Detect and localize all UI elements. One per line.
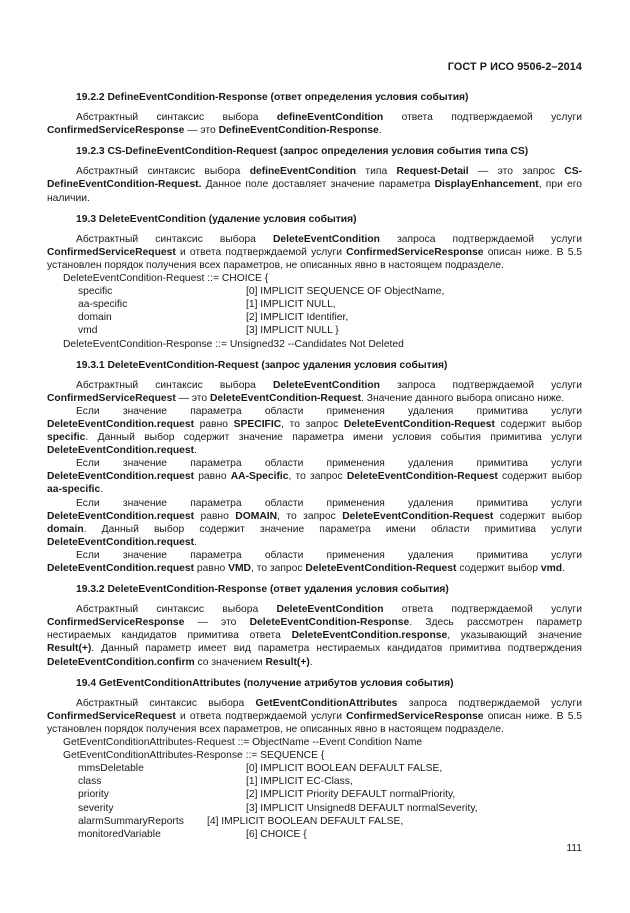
document-body xyxy=(47,91,582,841)
text-segment: равно xyxy=(194,563,229,574)
asn1-line: DeleteEventCondition-Response ::= Unsigned32 --Candidates Not Deleted xyxy=(63,338,404,350)
text-segment: и ответа подтверждаемой услуги xyxy=(175,710,347,722)
text-segment: , то запрос xyxy=(277,510,343,522)
text-segment: содержит выбор xyxy=(456,563,541,574)
asn1-line: GetEventConditionAttributes-Request ::= ObjectName --Event Condition Name xyxy=(63,737,423,749)
text-segment: . Данный параметр имеет вид параметра нестираемых кандидатов примитива подтверждения xyxy=(91,643,582,655)
text-segment: — это xyxy=(175,392,210,404)
text-segment: — это запрос xyxy=(468,166,565,178)
bold-term: ConfirmedServiceRequest xyxy=(47,392,176,404)
text-segment: Абстрактный синтаксис выбора xyxy=(76,112,277,124)
asn1-row: alarmSummaryReports [4] IMPLICIT BOOLEAN DEFAULT FALSE, xyxy=(78,815,404,827)
bold-term: GetEventConditionAttributes xyxy=(255,697,398,709)
text-segment: , то запрос xyxy=(251,563,306,574)
asn1-line: GetEventConditionAttributes-Response ::= SEQUENCE { xyxy=(63,750,325,762)
bold-term: ConfirmedServiceResponse xyxy=(346,246,484,258)
heading-19-2-3: 19.2.3 CS-DefineEventCondition-Request (запрос определения условия события типа CS) xyxy=(76,146,529,158)
paragraph xyxy=(47,233,582,272)
text-segment: типа xyxy=(356,166,397,178)
text-segment: . xyxy=(562,563,565,574)
bold-term: DeleteEventCondition.request xyxy=(47,563,195,574)
bold-term: aa-specific xyxy=(47,484,101,496)
heading-19-3-2: 19.3.2 DeleteEventCondition-Response (ответ удаления условия события) xyxy=(76,584,449,596)
heading-19-2-2: 19.2.2 DefineEventCondition-Response (ответ определения условия события) xyxy=(76,92,469,103)
bold-term: VMD xyxy=(228,563,251,574)
text-segment: . Данный выбор содержит значение параметра имени условия события примитива услуги xyxy=(85,432,582,444)
bold-term: DeleteEventCondition.request xyxy=(47,510,195,522)
text-segment: Данное поле доставляет значение параметра xyxy=(201,179,435,191)
bold-term: defineEventCondition xyxy=(249,166,357,178)
bold-term: DeleteEventCondition xyxy=(276,604,384,616)
text-segment: , то запрос xyxy=(281,418,344,430)
bold-term: specific xyxy=(47,432,86,444)
text-segment: Абстрактный синтаксис выбора xyxy=(76,604,277,616)
bold-term: DeleteEventCondition.request xyxy=(47,418,195,430)
text-segment: , то запрос xyxy=(288,471,347,483)
text-segment: равно xyxy=(194,510,236,522)
bold-term: DeleteEventCondition-Request xyxy=(343,418,495,430)
bold-term: AA-Specific xyxy=(230,471,289,483)
text-segment: содержит выбор xyxy=(493,510,582,522)
text-segment: Абстрактный синтаксис выбора xyxy=(76,233,273,245)
bold-term: DeleteEventCondition.request xyxy=(47,536,195,548)
asn1-row: specific [0] IMPLICIT SEQUENCE OF ObjectName, xyxy=(78,286,445,298)
asn1-row: aa-specific [1] IMPLICIT NULL, xyxy=(78,299,336,311)
asn1-line: DeleteEventCondition-Request ::= CHOICE { xyxy=(63,273,269,285)
text-segment: содержит выбор xyxy=(494,418,582,430)
paragraph xyxy=(47,405,582,457)
text-segment: содержит выбор xyxy=(497,471,583,483)
text-segment: и ответа подтверждаемой услуги xyxy=(175,246,347,258)
text-segment: ответа подтверждаемой услуги xyxy=(383,112,582,124)
text-segment: . xyxy=(309,656,313,668)
bold-term: DeleteEventCondition xyxy=(272,233,380,245)
asn1-row: domain [2] IMPLICIT Identifier, xyxy=(78,312,349,324)
bold-term: DeleteEventCondition xyxy=(272,379,380,391)
heading-19-3-1: 19.3.1 DeleteEventCondition-Request (запрос удаления условия события) xyxy=(76,359,448,371)
asn1-row: monitoredVariable [6] CHOICE { xyxy=(78,828,307,840)
text-segment: Если значение параметра области применения удаления примитива услуги xyxy=(76,458,582,470)
text-segment: Если значение параметра области применения удаления примитива услуги xyxy=(76,497,582,509)
text-segment: . xyxy=(194,536,197,548)
bold-term: Result(+) xyxy=(265,656,310,668)
text-segment: . xyxy=(194,445,197,457)
paragraph xyxy=(47,165,582,204)
text-segment: Абстрактный синтаксис выбора xyxy=(76,379,273,391)
bold-term: DeleteEventCondition-Request xyxy=(346,471,498,483)
bold-term: DefineEventCondition-Response xyxy=(218,125,379,137)
bold-term: domain xyxy=(47,523,84,535)
text-segment: описан ниже. В 5.5 установлен порядок получения всех параметров, не описанных явно в настоящем подразделе. xyxy=(47,710,583,735)
text-segment: Абстрактный синтаксис выбора xyxy=(76,697,256,709)
page-number: 111 xyxy=(566,843,582,854)
text-segment: . Значение данного выбора описано ниже. xyxy=(361,392,565,404)
text-segment: Если значение параметра области применения удаления примитива услуги xyxy=(76,405,582,417)
text-segment: равно xyxy=(194,471,231,483)
text-segment: — это xyxy=(184,125,219,137)
bold-term: vmd xyxy=(540,563,563,574)
bold-term: ConfirmedServiceRequest xyxy=(47,246,176,258)
asn1-row: class [1] IMPLICIT EC-Class, xyxy=(78,776,353,788)
text-segment: запроса подтверждаемой услуги xyxy=(379,379,582,391)
text-segment: запроса подтверждаемой услуги xyxy=(379,233,582,245)
paragraph xyxy=(47,697,582,736)
bold-term: ConfirmedServiceRequest xyxy=(47,710,176,722)
text-segment: . Данный выбор содержит значение параметра имени области примитива услуги xyxy=(83,523,582,535)
text-segment: Абстрактный синтаксис выбора xyxy=(76,166,250,178)
text-segment: равно xyxy=(194,418,234,430)
text-segment: запроса подтверждаемой услуги xyxy=(397,697,582,709)
bold-term: ConfirmedServiceResponse xyxy=(47,125,185,137)
paragraph xyxy=(47,379,582,405)
text-segment: ответа подтверждаемой услуги xyxy=(383,604,582,616)
bold-term: DeleteEventCondition.response xyxy=(291,630,448,642)
paragraph xyxy=(47,549,582,575)
paragraph xyxy=(47,457,582,496)
bold-term: CS-DefineEventCondition-Request. xyxy=(47,166,582,191)
bold-term: DeleteEventCondition.request xyxy=(47,445,195,457)
asn1-row: vmd [3] IMPLICIT NULL } xyxy=(78,325,339,337)
asn1-row: severity [3] IMPLICIT Unsigned8 DEFAULT normalSeverity, xyxy=(78,802,478,814)
paragraph xyxy=(47,603,582,668)
bold-term: Result(+) xyxy=(47,643,92,655)
text-segment: Если значение параметра области применения удаления примитива услуги xyxy=(76,549,582,561)
bold-term: ConfirmedServiceResponse xyxy=(346,710,484,722)
bold-term: Request-Detail xyxy=(396,166,469,178)
text-segment: . xyxy=(100,484,104,496)
bold-term: DeleteEventCondition-Request xyxy=(210,392,362,404)
bold-term: DeleteEventCondition-Response xyxy=(249,617,410,629)
asn1-row: mmsDeletable [0] IMPLICIT BOOLEAN DEFAULT FALSE, xyxy=(78,763,443,775)
bold-term: SPECIFIC xyxy=(233,418,282,430)
paragraph xyxy=(47,497,582,549)
text-segment: , при его наличии. xyxy=(47,179,582,204)
heading-19-3: 19.3 DeleteEventCondition (удаление условия события) xyxy=(76,213,357,225)
bold-term: ConfirmedServiceResponse xyxy=(47,617,185,629)
asn1-row: priority [2] IMPLICIT Priority DEFAULT normalPriority, xyxy=(78,789,456,801)
bold-term: DisplayEnhancement xyxy=(434,179,539,191)
text-segment: со значением xyxy=(194,656,266,668)
bold-term: DeleteEventCondition-Request xyxy=(305,563,457,574)
bold-term: defineEventCondition xyxy=(276,112,384,124)
text-segment: . Здесь рассмотрен параметр нестираемых кандидатов примитива ответа xyxy=(47,617,582,642)
text-segment: , указывающий значение xyxy=(447,630,582,642)
heading-19-4: 19.4 GetEventConditionAttributes (получение атрибутов условия события) xyxy=(76,677,454,689)
bold-term: DOMAIN xyxy=(235,510,278,522)
bold-term: DeleteEventCondition.request xyxy=(47,471,195,483)
text-segment: — это xyxy=(184,617,250,629)
bold-term: DeleteEventCondition.confirm xyxy=(47,656,195,668)
bold-term: DeleteEventCondition-Request xyxy=(342,510,494,522)
paragraph xyxy=(47,111,582,137)
document-header: ГОСТ Р ИСО 9506-2–2014 xyxy=(447,61,582,73)
text-segment: . xyxy=(378,125,382,137)
text-segment: описан ниже. В 5.5 установлен порядок получения всех параметров, не описанных явно в настоящем подразделе. xyxy=(47,246,583,271)
